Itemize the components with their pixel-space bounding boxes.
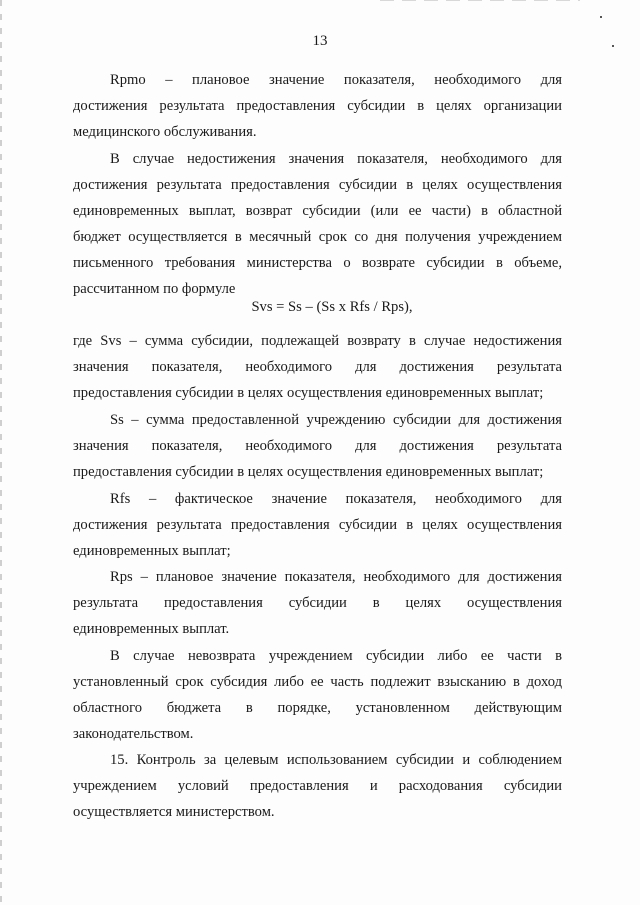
- scan-edge-left: [0, 0, 2, 905]
- text-line: значения показателя, необходимого для достижения результата: [73, 359, 562, 375]
- text-line: 15. Контроль за целевым использованием субсидии и соблюдением: [110, 752, 562, 768]
- text-line: достижения результата предоставления субсидии в целях осуществления: [73, 517, 562, 533]
- text-line: В случае невозврата учреждением субсидии либо ее части в: [110, 648, 562, 664]
- text-line: письменного требования министерства о возврате субсидии в объеме,: [73, 255, 562, 271]
- text-line: бюджет осуществляется в месячный срок со дня получения учреждением: [73, 229, 562, 245]
- text-line: достижения результата предоставления субсидии в целях организации: [73, 98, 562, 114]
- text-line: Rpmo – плановое значение показателя, необходимого для: [110, 72, 562, 88]
- text-line: рассчитанном по формуле: [73, 281, 236, 297]
- text-line: В случае недостижения значения показателя, необходимого для: [110, 151, 562, 167]
- text-line: где Svs – сумма субсидии, подлежащей возврату в случае недостижения: [73, 333, 562, 349]
- scan-dot: [600, 16, 602, 18]
- text-line: единовременных выплат, возврат субсидии (или ее части) в областной: [73, 203, 562, 219]
- text-line: Rfs – фактическое значение показателя, необходимого для: [110, 491, 562, 507]
- text-line: предоставления субсидии в целях осуществления единовременных выплат;: [73, 385, 544, 401]
- formula: Svs = Ss – (Ss x Rfs / Rps),: [251, 299, 413, 315]
- text-line: единовременных выплат;: [73, 543, 231, 559]
- text-line: значения показателя, необходимого для достижения результата: [73, 438, 562, 454]
- page-number: 13: [312, 33, 328, 49]
- text-line: достижения результата предоставления субсидии в целях осуществления: [73, 177, 562, 193]
- text-line: законодательством.: [73, 726, 194, 742]
- text-line: результата предоставления субсидии в целях осуществления: [73, 595, 562, 611]
- text-line: установленный срок субсидия либо ее часть подлежит взысканию в доход: [73, 674, 562, 690]
- text-line: осуществляется министерством.: [73, 804, 275, 820]
- text-line: предоставления субсидии в целях осуществления единовременных выплат;: [73, 464, 544, 480]
- text-line: областного бюджета в порядке, установленном действующим: [73, 700, 562, 716]
- text-line: медицинского обслуживания.: [73, 124, 257, 140]
- scan-edge-top: [380, 0, 580, 1]
- text-line: Ss – сумма предоставленной учреждению субсидии для достижения: [110, 412, 562, 428]
- text-line: единовременных выплат.: [73, 621, 230, 637]
- text-line: учреждением условий предоставления и расходования субсидии: [73, 778, 562, 794]
- text-line: Rps – плановое значение показателя, необходимого для достижения: [110, 569, 562, 585]
